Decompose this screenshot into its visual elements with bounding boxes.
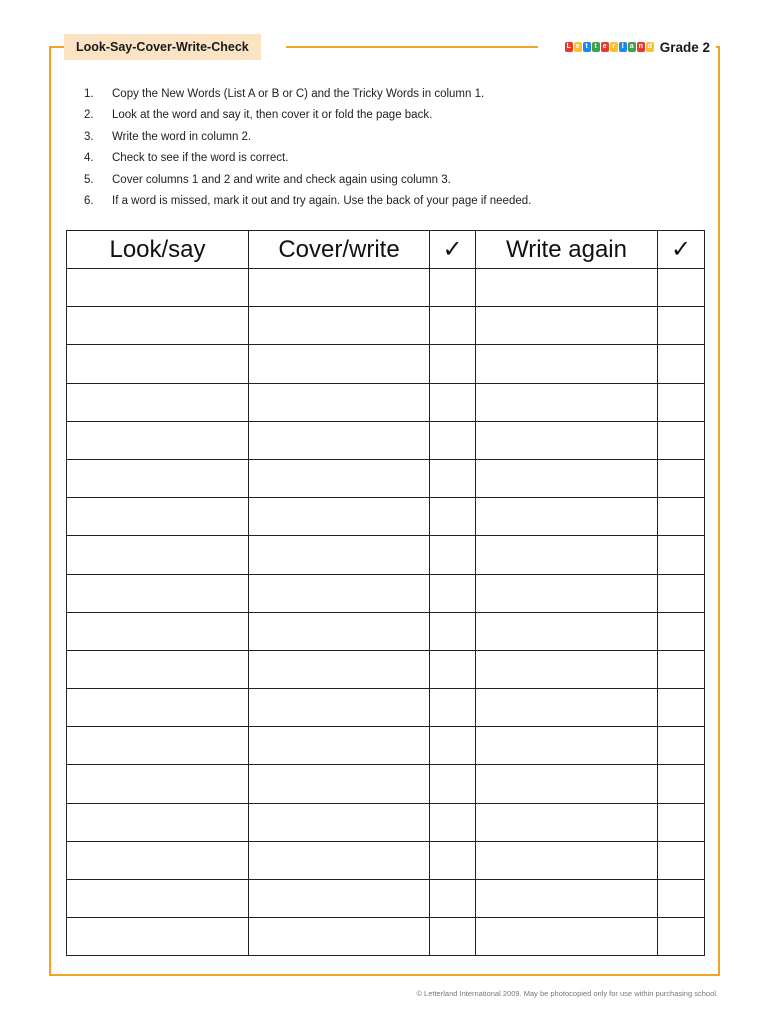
col-write-again-cell[interactable]	[476, 803, 658, 841]
table-header-row	[67, 231, 705, 269]
col-look-say-header: Look/say	[67, 231, 249, 269]
col-cover-write-cell[interactable]	[249, 841, 430, 879]
col-cover-write-cell[interactable]	[249, 383, 430, 421]
table-row	[67, 536, 705, 574]
frame-top-mid	[286, 46, 538, 48]
col-write-again-cell[interactable]	[476, 612, 658, 650]
logo-letter: L	[566, 43, 571, 50]
col-look-say-cell[interactable]	[67, 498, 249, 536]
col-check-2-cell[interactable]	[658, 421, 705, 459]
col-write-again-cell[interactable]	[476, 765, 658, 803]
col-check-1-cell[interactable]	[430, 536, 476, 574]
col-write-again-cell[interactable]	[476, 880, 658, 918]
col-look-say-cell[interactable]	[67, 345, 249, 383]
frame-right	[718, 46, 720, 976]
col-cover-write-cell[interactable]	[249, 459, 430, 497]
instruction-number: 4.	[84, 152, 94, 165]
col-check-2-cell[interactable]	[658, 765, 705, 803]
table-row	[67, 345, 705, 383]
col-cover-write-header: Cover/write	[249, 231, 430, 269]
col-cover-write-cell[interactable]	[249, 918, 430, 956]
table-row	[67, 727, 705, 765]
brand-header	[559, 38, 716, 56]
instruction-item	[84, 129, 531, 150]
col-check-2-cell[interactable]	[658, 574, 705, 612]
col-cover-write-cell[interactable]	[249, 498, 430, 536]
frame-left	[49, 46, 51, 976]
col-write-again-cell[interactable]	[476, 459, 658, 497]
table-row	[67, 803, 705, 841]
col-cover-write-cell[interactable]	[249, 269, 430, 307]
col-check-1-cell[interactable]	[430, 307, 476, 345]
col-write-again-cell[interactable]	[476, 841, 658, 879]
instruction-item	[84, 107, 531, 128]
col-cover-write-cell[interactable]	[249, 421, 430, 459]
logo-letter: d	[647, 43, 652, 50]
col-check-1-header: ✓	[430, 231, 476, 269]
col-check-2-cell[interactable]	[658, 345, 705, 383]
col-check-2-cell[interactable]	[658, 803, 705, 841]
col-check-1-cell[interactable]	[430, 612, 476, 650]
col-cover-write-cell[interactable]	[249, 574, 430, 612]
col-look-say-cell[interactable]	[67, 765, 249, 803]
col-cover-write-cell[interactable]	[249, 345, 430, 383]
col-look-say-cell[interactable]	[67, 841, 249, 879]
instruction-number: 1.	[84, 88, 94, 100]
col-check-2-cell[interactable]	[658, 383, 705, 421]
instruction-text: Look at the word and say it, then cover it or fold the page back.	[112, 109, 433, 122]
table-row	[67, 307, 705, 345]
table-row	[67, 269, 705, 307]
instruction-number: 6.	[84, 194, 94, 207]
col-write-again-cell[interactable]	[476, 689, 658, 727]
col-write-again-cell[interactable]	[476, 727, 658, 765]
col-check-2-cell[interactable]	[658, 307, 705, 345]
col-check-1-cell[interactable]	[430, 880, 476, 918]
instruction-number: 5.	[84, 173, 94, 186]
spelling-table	[66, 230, 705, 956]
table-row	[67, 421, 705, 459]
col-check-2-header: ✓	[658, 231, 705, 269]
instruction-item	[84, 193, 531, 214]
table-row	[67, 459, 705, 497]
col-write-again-cell[interactable]	[476, 574, 658, 612]
col-check-1-cell[interactable]	[430, 269, 476, 307]
col-write-again-cell[interactable]	[476, 307, 658, 345]
col-cover-write-cell[interactable]	[249, 803, 430, 841]
col-check-2-cell[interactable]	[658, 689, 705, 727]
col-check-1-cell[interactable]	[430, 689, 476, 727]
col-write-again-cell[interactable]	[476, 421, 658, 459]
col-write-again-cell[interactable]	[476, 536, 658, 574]
col-check-1-cell[interactable]	[430, 459, 476, 497]
col-cover-write-cell[interactable]	[249, 765, 430, 803]
col-look-say-cell[interactable]	[67, 612, 249, 650]
instruction-text: Cover columns 1 and 2 and write and check again using column 3.	[112, 173, 451, 186]
table-row	[67, 383, 705, 421]
col-check-1-cell[interactable]	[430, 727, 476, 765]
table-row	[67, 880, 705, 918]
col-write-again-cell[interactable]	[476, 650, 658, 688]
col-check-2-cell[interactable]	[658, 269, 705, 307]
instruction-text: If a word is missed, mark it out and try again. Use the back of your page if needed.	[112, 194, 532, 207]
col-cover-write-cell[interactable]	[249, 880, 430, 918]
col-check-2-cell[interactable]	[658, 612, 705, 650]
col-check-2-cell[interactable]	[658, 841, 705, 879]
col-check-2-cell[interactable]	[658, 650, 705, 688]
instruction-number: 3.	[84, 130, 94, 143]
logo-letter: n	[638, 43, 643, 50]
col-write-again-header: Write again	[476, 231, 658, 269]
table-row	[67, 612, 705, 650]
table-row	[67, 765, 705, 803]
instruction-text: Copy the New Words (List A or B or C) and the Tricky Words in column 1.	[112, 88, 485, 100]
logo-letter: t	[583, 42, 591, 52]
table-row	[67, 689, 705, 727]
col-check-1-cell[interactable]	[430, 803, 476, 841]
logo-letter: e	[574, 42, 582, 52]
col-look-say-cell[interactable]	[67, 269, 249, 307]
table-body	[67, 269, 705, 956]
col-check-2-cell[interactable]	[658, 459, 705, 497]
col-look-say-cell[interactable]	[67, 536, 249, 574]
col-look-say-cell[interactable]	[67, 689, 249, 727]
frame-bottom	[49, 974, 720, 976]
instruction-number: 2.	[84, 109, 94, 122]
logo-letter: e	[601, 42, 609, 52]
col-look-say-cell[interactable]	[67, 421, 249, 459]
col-look-say-cell[interactable]	[67, 383, 249, 421]
col-check-2-cell[interactable]	[658, 536, 705, 574]
col-look-say-cell[interactable]	[67, 918, 249, 956]
letterland-logo	[565, 42, 654, 52]
logo-letter: r	[610, 42, 618, 52]
col-look-say-cell[interactable]	[67, 727, 249, 765]
grade-label: Grade 2	[659, 39, 710, 55]
col-check-1-cell[interactable]	[430, 841, 476, 879]
logo-letter: t	[592, 42, 600, 52]
col-cover-write-cell[interactable]	[249, 650, 430, 688]
col-check-2-cell[interactable]	[658, 880, 705, 918]
col-cover-write-cell[interactable]	[249, 307, 430, 345]
col-check-1-cell[interactable]	[430, 574, 476, 612]
frame-top-left	[49, 46, 65, 48]
col-write-again-cell[interactable]	[476, 918, 658, 956]
instruction-text: Write the word in column 2.	[112, 130, 252, 143]
logo-letter: a	[628, 42, 636, 52]
col-look-say-cell[interactable]	[67, 574, 249, 612]
table-row	[67, 574, 705, 612]
col-check-1-cell[interactable]	[430, 498, 476, 536]
col-check-1-cell[interactable]	[430, 650, 476, 688]
logo-letter: l	[619, 42, 627, 52]
page-title: Look-Say-Cover-Write-Check	[64, 34, 261, 60]
col-check-1-cell[interactable]	[430, 421, 476, 459]
col-write-again-cell[interactable]	[476, 498, 658, 536]
col-check-1-cell[interactable]	[430, 383, 476, 421]
copyright-footer: © Letterland International 2009. May be photocopied only for use within purchasing school.	[416, 989, 718, 998]
instruction-item	[84, 150, 531, 171]
col-cover-write-cell[interactable]	[249, 727, 430, 765]
col-check-1-cell[interactable]	[430, 345, 476, 383]
table-row	[67, 918, 705, 956]
col-look-say-cell[interactable]	[67, 650, 249, 688]
col-check-2-cell[interactable]	[658, 727, 705, 765]
col-look-say-cell[interactable]	[67, 459, 249, 497]
instruction-item	[84, 86, 531, 107]
col-write-again-cell[interactable]	[476, 269, 658, 307]
table-row	[67, 650, 705, 688]
col-check-2-cell[interactable]	[658, 498, 705, 536]
col-cover-write-cell[interactable]	[249, 536, 430, 574]
instruction-text: Check to see if the word is correct.	[112, 152, 289, 165]
col-check-2-cell[interactable]	[658, 918, 705, 956]
col-cover-write-cell[interactable]	[249, 612, 430, 650]
col-write-again-cell[interactable]	[476, 383, 658, 421]
instructions-list	[84, 86, 531, 214]
col-look-say-cell[interactable]	[67, 880, 249, 918]
col-look-say-cell[interactable]	[67, 307, 249, 345]
col-check-1-cell[interactable]	[430, 765, 476, 803]
col-look-say-cell[interactable]	[67, 803, 249, 841]
col-check-1-cell[interactable]	[430, 918, 476, 956]
col-cover-write-cell[interactable]	[249, 689, 430, 727]
table-row	[67, 841, 705, 879]
col-write-again-cell[interactable]	[476, 345, 658, 383]
table-row	[67, 498, 705, 536]
instruction-item	[84, 172, 531, 193]
